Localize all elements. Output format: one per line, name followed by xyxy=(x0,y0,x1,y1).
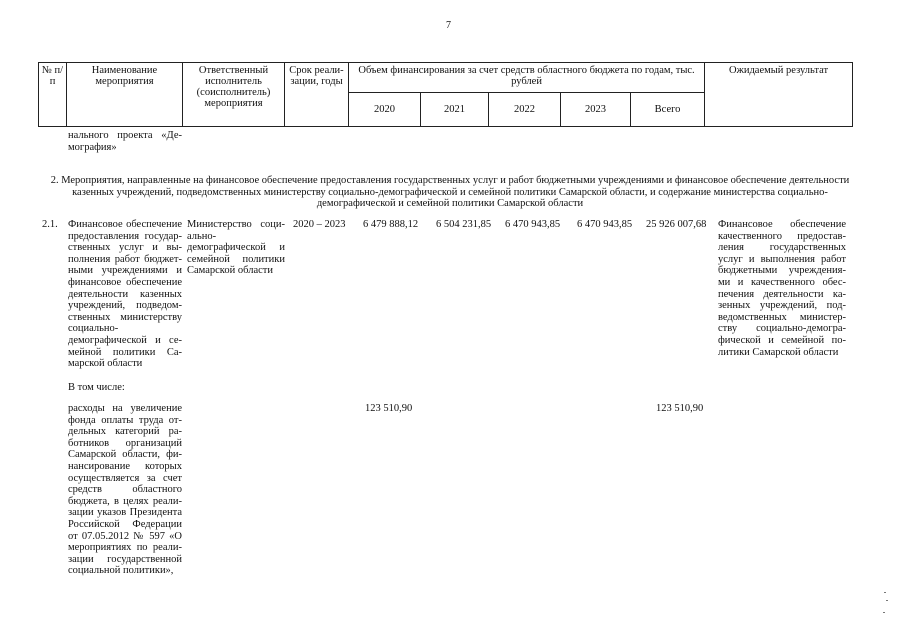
row-result-line: качественного предостав- xyxy=(718,230,846,242)
sub-row-name xyxy=(68,403,182,577)
sub-row-name-line: средств областного xyxy=(68,484,182,496)
row-result-line: услуг и выполнения работ xyxy=(718,253,846,265)
row-value-2021: 6 504 231,85 xyxy=(436,219,492,230)
sub-row-name-line: дельных категорий ра- xyxy=(68,426,182,438)
row-executor-line: Министерство соци- xyxy=(187,219,285,230)
row-result-line: зенных учреждений, под- xyxy=(718,300,846,312)
row-period: 2020 – 2023 xyxy=(293,219,346,230)
row-result-line: ству социально-демогра- xyxy=(718,323,846,335)
sub-row-name-line: мероприятиях по реали- xyxy=(68,542,182,554)
sub-row-name-line: бюджета, в целях реали- xyxy=(68,495,182,507)
sub-row-name-line: зации государственной xyxy=(68,553,182,565)
row-name-line: Финансовое обеспечение xyxy=(68,219,182,230)
carryover-line: нального проекта «Де- xyxy=(68,130,182,141)
row-executor-line: семейной политики xyxy=(187,253,285,265)
header-financing: Объем финансирования за счет средств областного бюджета по годам, тыс. рублей xyxy=(349,63,705,93)
row-result-line: фической и семейной по- xyxy=(718,334,846,346)
sub-row-name-line: фонда оплаты труда от- xyxy=(68,414,182,426)
header-year-total: Всего xyxy=(631,93,705,127)
including-label: В том числе: xyxy=(68,382,125,393)
sub-row-name-line: расходы на увеличение xyxy=(68,403,182,414)
sub-row-value-total: 123 510,90 xyxy=(656,403,704,414)
sub-row-name-line: зации указов Президента xyxy=(68,507,182,519)
row-name-line: предоставления государ- xyxy=(68,230,182,242)
scan-speck xyxy=(884,592,886,593)
row-executor-line: демографической и xyxy=(187,242,285,254)
sub-row-value-2020: 123 510,90 xyxy=(365,403,413,414)
header-name: Наименование мероприятия xyxy=(67,63,183,127)
carryover-line: мография» xyxy=(68,141,117,153)
sub-row-name-line: социальной политики», xyxy=(68,565,174,577)
row-name-line: деятельности казенных xyxy=(68,288,182,300)
row-name-line: марской области xyxy=(68,358,143,370)
row-value-2020: 6 479 888,12 xyxy=(363,219,419,230)
row-name-line: ственных услуг и вы- xyxy=(68,242,182,254)
carryover-text xyxy=(68,130,182,153)
section-title: 2. Мероприятия, направленные на финансовое обеспечение предоставления государственных услуг и работ бюджетными учреждениями и финансовое обеспечение деятельности казенных учреждений, подведомственных министерству социально-демографической и семейной политики Самарской области, и содержание министерства социально-демографической и семейной политики Самарской области xyxy=(50,175,850,210)
row-result-line: ми и качественного обес- xyxy=(718,276,846,288)
row-name-line: демографической и се- xyxy=(68,334,182,346)
row-value-total: 25 926 007,68 xyxy=(646,219,707,230)
scan-speck xyxy=(886,600,888,601)
sub-row-name-line: осуществляется за счет xyxy=(68,472,182,484)
row-executor xyxy=(187,219,285,277)
row-result-line: литики Самарской области xyxy=(718,346,839,358)
header-result: Ожидаемый результат xyxy=(705,63,853,127)
row-name xyxy=(68,219,182,370)
row-result-line: бюджетными учреждения- xyxy=(718,265,846,277)
row-name-line: финансовое обеспечение xyxy=(68,276,182,288)
row-result-line: ведомственных министер- xyxy=(718,311,846,323)
row-executor-line: ально- xyxy=(187,230,217,242)
sub-row-name-line: ботников организаций xyxy=(68,437,182,449)
header-year-2021: 2021 xyxy=(421,93,489,127)
row-name-line: учреждений, подведом- xyxy=(68,300,182,312)
scan-speck xyxy=(883,612,885,613)
header-executor: Ответственный исполнитель (соисполнитель) мероприятия xyxy=(183,63,285,127)
header-period: Срок реали-зации, годы xyxy=(285,63,349,127)
header-year-2023: 2023 xyxy=(561,93,631,127)
sub-row-name-line: нансирование которых xyxy=(68,460,182,472)
row-result xyxy=(718,219,846,358)
row-number: 2.1. xyxy=(42,219,58,230)
row-name-line: ственных министерству xyxy=(68,311,182,323)
row-result-line: ления государственных xyxy=(718,242,846,254)
header-number: № п/п xyxy=(39,63,67,127)
sub-row-name-line: Российской Федерации xyxy=(68,518,182,530)
page-number: 7 xyxy=(446,20,451,31)
row-executor-line: Самарской области xyxy=(187,265,273,277)
row-result-line: Финансовое обеспечение xyxy=(718,219,846,230)
row-name-line: социально- xyxy=(68,323,119,335)
header-year-2020: 2020 xyxy=(349,93,421,127)
row-value-2023: 6 470 943,85 xyxy=(577,219,633,230)
row-name-line: ными учреждениями и xyxy=(68,265,182,277)
header-year-2022: 2022 xyxy=(489,93,561,127)
row-value-2022: 6 470 943,85 xyxy=(505,219,561,230)
sub-row-name-line: Самарской области, фи- xyxy=(68,449,182,461)
row-name-line: полнения работ бюджет- xyxy=(68,253,182,265)
sub-row-name-line: от 07.05.2012 № 597 «О xyxy=(68,530,182,542)
row-result-line: печения деятельности ка- xyxy=(718,288,846,300)
table-header xyxy=(38,62,853,127)
row-name-line: мейной политики Са- xyxy=(68,346,182,358)
